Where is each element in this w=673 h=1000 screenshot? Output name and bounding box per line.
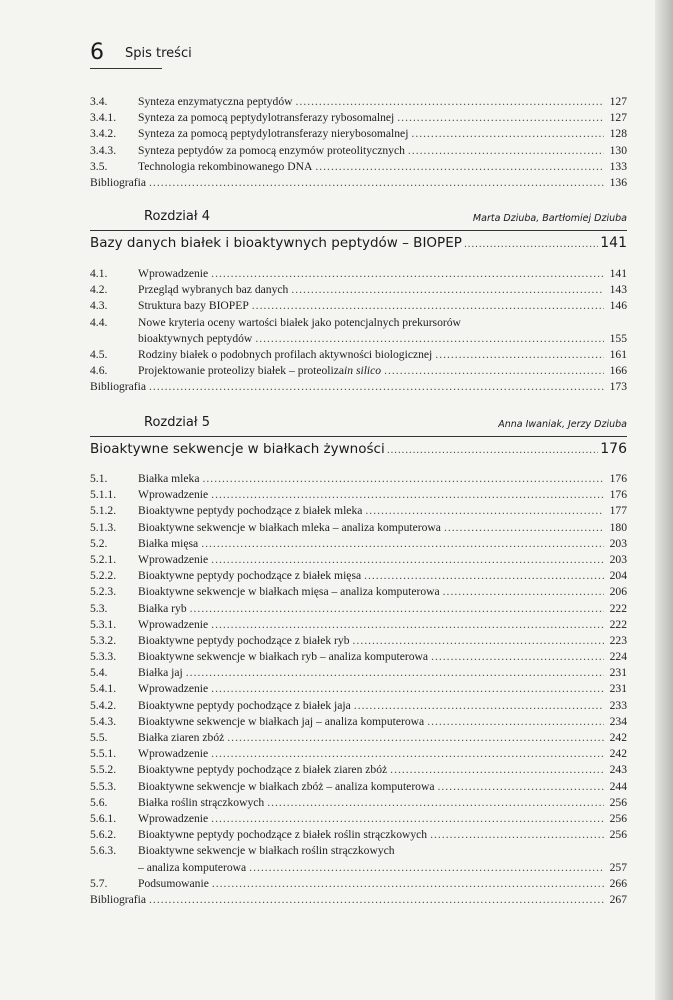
dot-leader [211,617,604,633]
entry-body [138,298,627,314]
dot-leader [384,363,604,379]
toc-entry[interactable] [90,143,627,159]
entry-body [90,175,627,191]
entry-page: 177 [609,504,627,518]
dot-leader [427,714,604,730]
entry-title: Bioaktywne peptydy pochodzące z białek ziaren zbóż [138,763,388,777]
toc-entry[interactable] [90,698,627,714]
entry-title: Bioaktywne peptydy pochodzące z białek mięsa [138,569,362,583]
entry-body [138,552,627,568]
entry-body [138,471,627,487]
entry-number: 5.4.2. [90,698,117,712]
entry-body [138,266,627,282]
dot-leader [227,730,604,746]
toc-entry[interactable] [90,860,627,876]
entry-number: 5.5. [90,731,108,744]
running-title: Spis treści [125,46,192,61]
entry-title: Bioaktywne peptydy pochodzące z białek jaja [138,698,351,712]
entry-title: Bioaktywne sekwencje w białkach mleka – analiza komputerowa [138,520,441,534]
entry-body [138,876,627,892]
entry-title: Bioaktywne sekwencje w białkach jaj – analiza komputerowa [138,714,425,728]
chapter-4-heading [90,209,627,259]
entry-number: 5.5.2. [90,763,117,777]
dot-leader [252,298,604,314]
toc-entry[interactable] [90,633,627,649]
entry-page: 267 [609,892,627,906]
entry-page: 244 [609,779,627,793]
dot-leader [438,779,605,795]
entry-title: Nowe kryteria oceny wartości białek jako potencjalnych prekursorów [138,315,461,329]
entry-body [138,520,627,536]
entry-title: Białka mięsa [138,536,199,550]
dot-leader [411,126,604,142]
entry-number: 5.1.3. [90,520,117,534]
dot-leader [354,698,604,714]
entry-page: 204 [609,569,627,583]
entry-number: 5.3.1. [90,617,117,631]
entry-title: Wprowadzenie [138,747,209,761]
entry-page: 146 [609,299,627,313]
entry-title: Struktura bazy BIOPEP [138,299,249,313]
entry-title: Wprowadzenie [138,617,209,631]
entry-number: 3.4.2. [90,127,117,141]
entry-title: Wprowadzenie [138,682,209,696]
entry-page: 203 [609,552,627,566]
entry-number: 5.2.3. [90,585,117,599]
entry-page: 127 [609,111,627,125]
dot-leader [443,584,604,600]
entry-page: 231 [609,666,627,680]
entry-page: 136 [609,175,627,189]
dot-leader [365,503,604,519]
dot-leader [211,266,604,282]
dot-leader [211,811,604,827]
toc-entry[interactable] [90,110,627,126]
dot-leader [255,331,604,347]
dot-leader [464,239,598,250]
toc-entry[interactable] [90,175,627,191]
entry-number: 5.4.1. [90,682,117,696]
entry-title: Technologia rekombinowanego DNA [138,159,313,173]
entry-body [138,617,627,633]
entry-title: Wprowadzenie [138,488,209,502]
toc-entry[interactable] [90,617,627,633]
dot-leader [315,159,604,175]
dot-leader [431,649,604,665]
entry-title: Rodziny białek o podobnych profilach aktywności biologicznej [138,347,433,361]
entry-page: 173 [609,380,627,394]
chapter-authors: Anna Iwaniak, Jerzy Dziuba [498,419,627,430]
toc-entry[interactable] [90,827,627,843]
chapter-rule [90,436,627,437]
toc-entry[interactable] [90,892,627,908]
dot-leader [444,520,604,536]
entry-body [138,347,627,363]
dot-leader [397,110,604,126]
entry-number: 5.3.2. [90,633,117,647]
entry-body [138,762,627,778]
entry-number: 3.4.3. [90,143,117,157]
toc-entry[interactable] [90,714,627,730]
entry-number: 5.5.3. [90,779,117,793]
entry-body [138,487,627,503]
dot-leader [408,143,604,159]
entry-body [138,536,627,552]
entry-number: 4.4. [90,315,108,329]
entry-page: 224 [609,650,627,664]
entry-page: 130 [609,143,627,157]
dot-leader [211,681,604,697]
entry-body [138,714,627,730]
entry-page: 242 [609,731,627,744]
chapter-title: Bazy danych białek i bioaktywnych peptydów – BIOPEP [90,235,462,251]
toc-entry[interactable] [90,471,627,487]
entry-body [138,331,627,347]
entry-page: 203 [609,536,627,550]
entry-page: 176 [609,488,627,502]
toc-entry[interactable] [90,568,627,584]
chapter-label: Rozdział 5 [144,415,210,430]
entry-body [138,811,627,827]
entry-body [138,698,627,714]
entry-body [138,110,627,126]
entry-title: Wprowadzenie [138,811,209,825]
toc-entry[interactable] [90,347,627,363]
entry-title: Przegląd wybranych baz danych [138,283,289,297]
entry-body [138,94,627,110]
dot-leader [149,379,604,395]
entry-number: 5.6.1. [90,811,117,825]
entry-number: 5.6.2. [90,828,117,842]
dot-leader [387,445,599,456]
entry-page: 127 [609,95,627,108]
toc-entry[interactable] [90,811,627,827]
entry-title: Bibliografia [90,380,147,394]
entry-page: 257 [609,860,627,874]
entry-number: 4.5. [90,347,108,361]
toc-entry[interactable] [90,746,627,762]
entry-number: 5.7. [90,876,108,890]
dot-leader [211,552,604,568]
entry-title: Białka mleka [138,472,200,485]
entry-page: 133 [609,159,627,173]
entry-body [138,159,627,175]
entry-body [138,665,627,681]
entry-number: 4.2. [90,283,108,297]
entry-page: 143 [609,283,627,297]
toc-block-chapter3 [90,94,627,191]
entry-number: 4.6. [90,364,108,378]
entry-title: Bioaktywne sekwencje w białkach zbóż – analiza komputerowa [138,779,435,793]
toc-entry[interactable] [90,282,627,298]
toc-entry[interactable] [90,681,627,697]
entry-body [138,601,627,617]
entry-title: Bioaktywne sekwencje w białkach ryb – analiza komputerowa [138,650,429,664]
entry-title: Bioaktywne sekwencje w białkach mięsa – analiza komputerowa [138,585,440,599]
toc-block-chapter5 [90,471,627,908]
toc-entry[interactable] [90,363,627,379]
chapter-5-heading [90,415,627,465]
entry-title: Bioaktywne sekwencje w białkach roślin strączkowych [138,844,395,858]
entry-title: Synteza za pomocą peptydylotransferazy nierybosomalnej [138,127,409,141]
entry-body [138,746,627,762]
entry-number: 5.2.2. [90,569,117,583]
entry-body [138,503,627,519]
entry-page: 256 [609,811,627,825]
entry-number: 5.6. [90,795,108,809]
toc-block-chapter4 [90,266,627,396]
entry-title: Białka ziaren zbóż [138,731,225,744]
toc-entry[interactable] [90,487,627,503]
entry-title: Białka ryb [138,601,187,615]
entry-page: 176 [609,472,627,485]
entry-title: Bioaktywne peptydy pochodzące z białek roślin strączkowych [138,828,428,842]
entry-body [138,860,627,876]
page-edge-shadow [655,0,673,1000]
chapter-label: Rozdział 4 [144,209,210,224]
toc-entry[interactable] [90,795,627,811]
dot-leader [296,94,604,110]
dot-leader [149,892,604,908]
entry-body [138,282,627,298]
entry-body [138,633,627,649]
dot-leader [267,795,604,811]
dot-leader [430,827,604,843]
entry-page: 242 [609,747,627,761]
entry-title: – analiza komputerowa [138,860,247,874]
dot-leader [201,536,604,552]
entry-body [138,795,627,811]
entry-page: 256 [609,795,627,809]
entry-body [138,827,627,843]
entry-body [138,681,627,697]
chapter-title-row[interactable] [90,441,627,457]
toc-entry[interactable] [90,315,627,331]
dot-leader [211,487,604,503]
entry-title: Podsumowanie [138,876,209,890]
dot-leader [291,282,604,298]
entry-number: 5.1. [90,472,108,485]
dot-leader [212,876,604,892]
toc-entry[interactable] [90,876,627,892]
dot-leader [190,601,604,617]
toc-entry[interactable] [90,126,627,142]
entry-title: Bioaktywne peptydy pochodzące z białek ryb [138,633,350,647]
entry-page: 161 [609,347,627,361]
entry-title: Projektowanie proteolizy białek – proteoliza [138,364,345,378]
chapter-page: 141 [600,235,627,251]
entry-title: Bibliografia [90,892,147,906]
entry-body [138,730,627,746]
dot-leader [435,347,604,363]
dot-leader [249,860,604,876]
entry-page: 206 [609,585,627,599]
chapter-authors: Marta Dziuba, Bartłomiej Dziuba [472,213,627,224]
entry-number: 5.4.3. [90,714,117,728]
entry-number: 5.1.1. [90,488,117,502]
dot-leader [186,665,604,681]
entry-number: 3.4.1. [90,111,117,125]
entry-title: Synteza za pomocą peptydylotransferazy rybosomalnej [138,111,395,125]
entry-page: 266 [609,876,627,890]
toc-entry[interactable] [90,159,627,175]
toc-entry[interactable] [90,266,627,282]
entry-body [138,363,627,379]
toc-entry[interactable] [90,552,627,568]
toc-entry[interactable] [90,601,627,617]
entry-page: 222 [609,617,627,631]
entry-number: 4.1. [90,267,108,280]
entry-body [138,568,627,584]
entry-page: 223 [609,633,627,647]
dot-leader [149,175,604,191]
entry-number: 4.3. [90,299,108,313]
entry-title: Bibliografia [90,175,147,189]
entry-body [138,584,627,600]
entry-body [138,315,627,331]
entry-body [138,649,627,665]
dot-leader [390,762,604,778]
toc-entry[interactable] [90,503,627,519]
entry-title: Wprowadzenie [138,552,209,566]
entry-body [138,126,627,142]
toc-entry[interactable] [90,584,627,600]
entry-page: 128 [609,127,627,141]
toc-entry[interactable] [90,298,627,314]
dot-leader [364,568,604,584]
entry-number: 5.6.3. [90,844,117,858]
entry-number: 5.3.3. [90,650,117,664]
page-number: 6 [90,40,104,65]
entry-page: 243 [609,763,627,777]
header-rule [90,68,162,69]
entry-number: 5.5.1. [90,747,117,761]
entry-number: 5.2.1. [90,552,117,566]
toc-entry[interactable] [90,730,627,746]
toc-entry[interactable] [90,762,627,778]
entry-title: bioaktywnych peptydów [138,331,253,345]
dot-leader [203,471,605,487]
entry-page: 256 [609,828,627,842]
dot-leader [353,633,604,649]
entry-number: 5.4. [90,666,108,680]
entry-title: Synteza peptydów za pomocą enzymów proteolitycznych [138,143,405,157]
entry-page: 231 [609,682,627,696]
toc-entry[interactable] [90,331,627,347]
toc-entry[interactable] [90,649,627,665]
entry-title: Wprowadzenie [138,267,209,280]
entry-body [138,779,627,795]
toc-entry[interactable] [90,379,627,395]
entry-page: 222 [609,601,627,615]
dot-leader [211,746,604,762]
entry-title-italic: in silico [344,364,382,378]
entry-number: 5.3. [90,601,108,615]
entry-number: 3.4. [90,95,108,108]
entry-number: 3.5. [90,159,108,173]
chapter-title: Bioaktywne sekwencje w białkach żywności [90,441,385,457]
entry-title: Białka jaj [138,666,183,680]
chapter-rule [90,230,627,231]
entry-number: 5.1.2. [90,504,117,518]
entry-body [138,843,627,859]
toc-entry[interactable] [90,536,627,552]
entry-body [90,892,627,908]
entry-title: Synteza enzymatyczna peptydów [138,95,293,108]
entry-page: 180 [609,520,627,534]
entry-body [90,379,627,395]
entry-number: 5.2. [90,536,108,550]
toc-entry[interactable] [90,665,627,681]
toc-entry[interactable] [90,94,627,110]
entry-page: 166 [609,364,627,378]
toc-entry[interactable] [90,779,627,795]
entry-title: Bioaktywne peptydy pochodzące z białek mleka [138,504,363,518]
entry-body [138,143,627,159]
chapter-page: 176 [600,441,627,457]
toc-entry[interactable] [90,520,627,536]
entry-title: Białka roślin strączkowych [138,795,265,809]
entry-page: 141 [609,267,627,280]
chapter-title-row[interactable] [90,235,627,251]
entry-page: 155 [609,331,627,345]
entry-page: 233 [609,698,627,712]
toc-entry[interactable] [90,843,627,859]
entry-page: 234 [609,714,627,728]
